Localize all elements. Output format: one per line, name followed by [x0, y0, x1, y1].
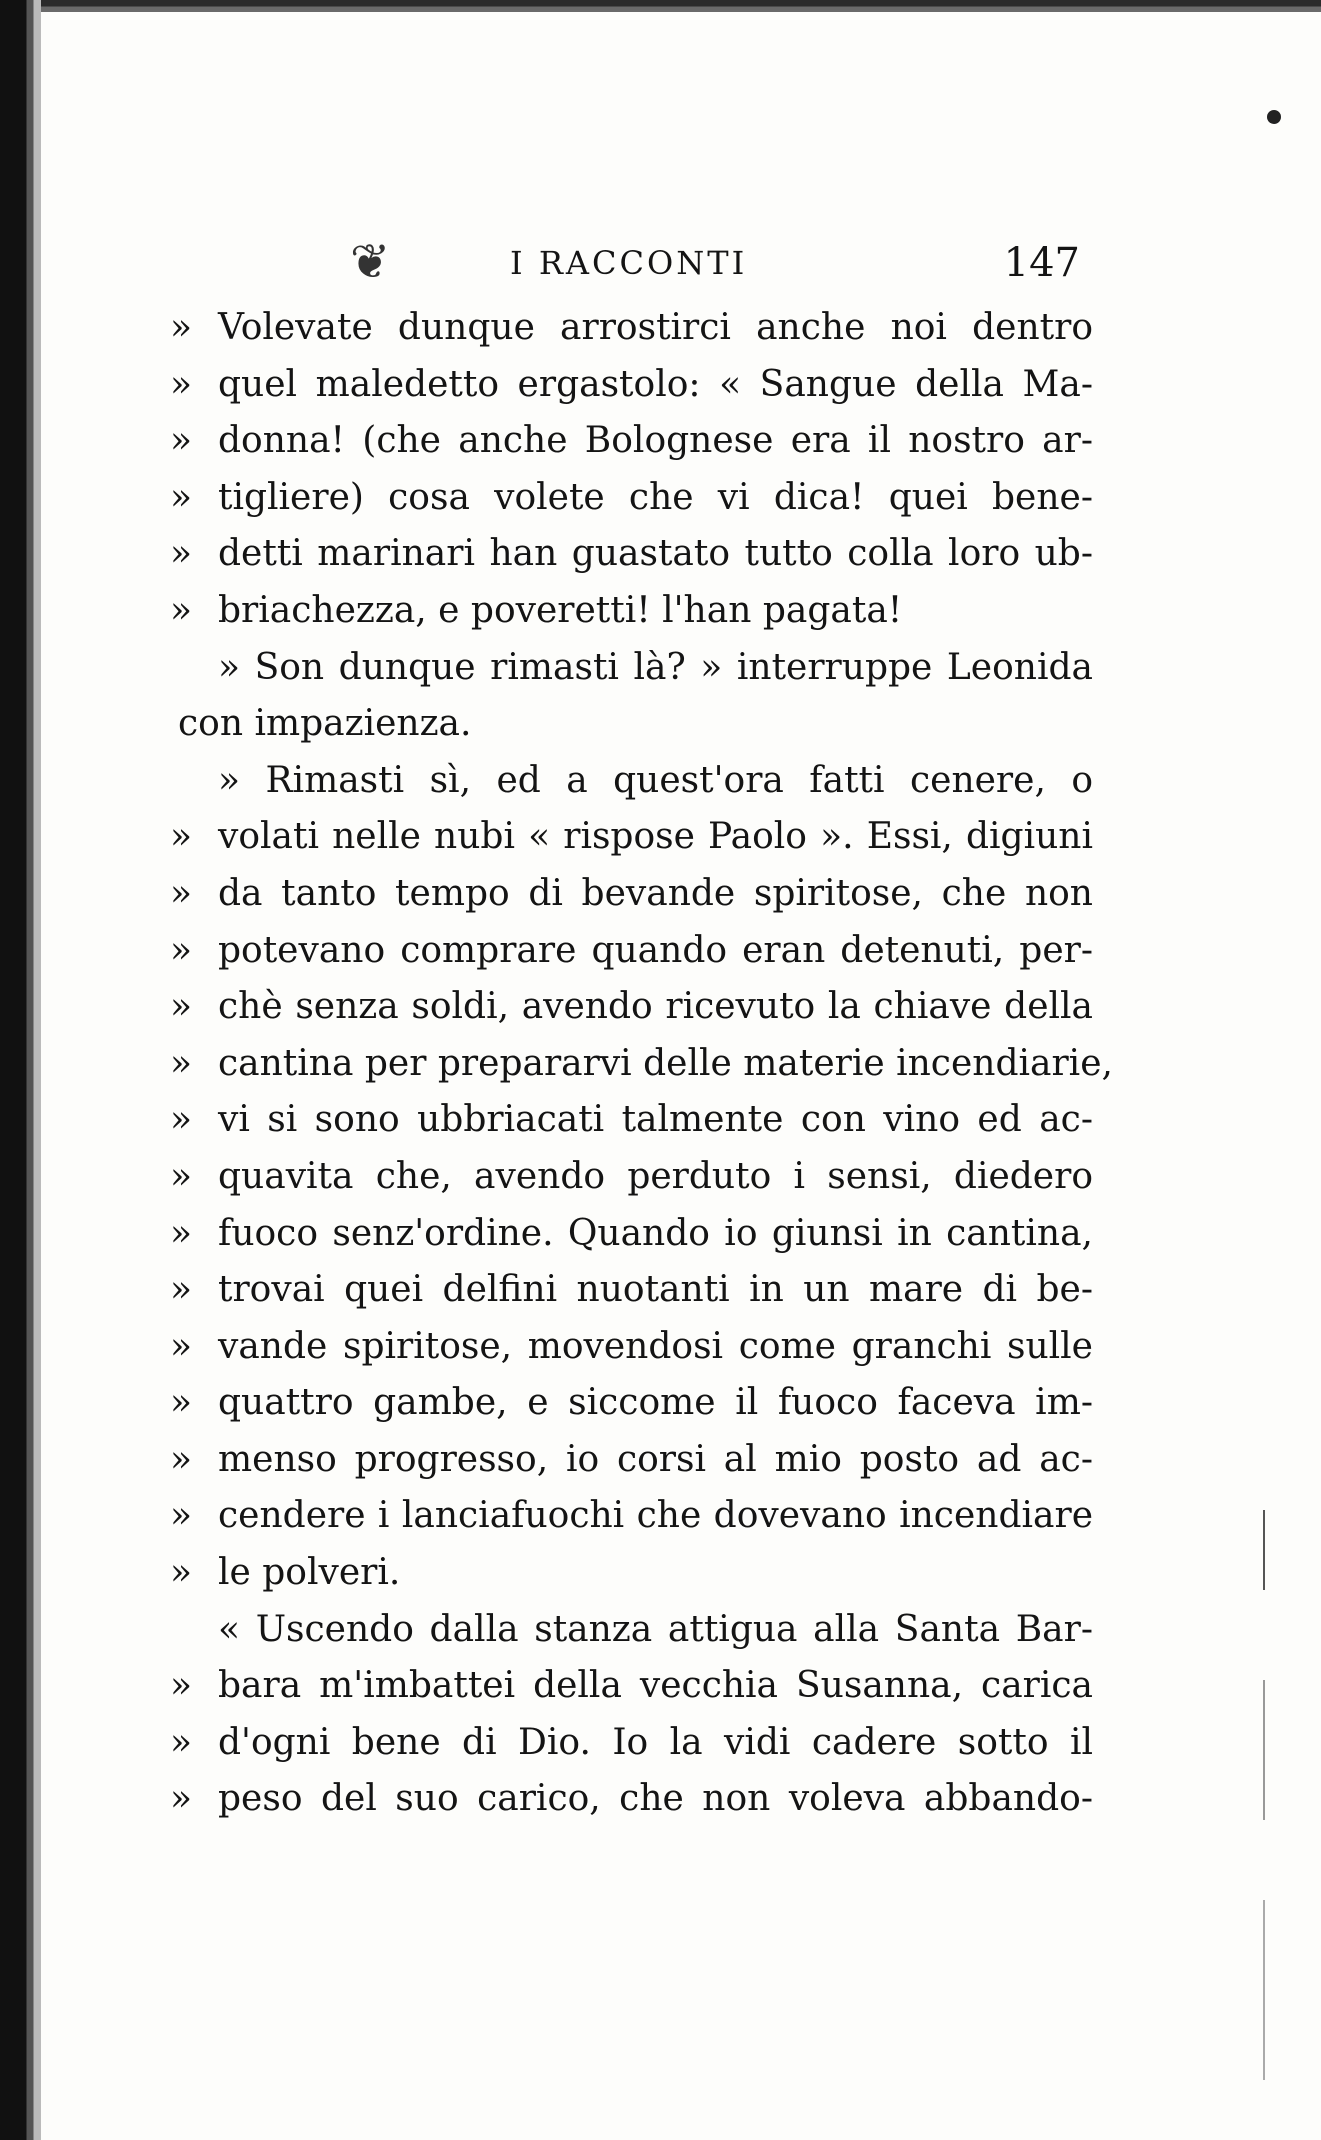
line-text: bara m'imbattei della vecchia Susanna, carica: [218, 1665, 1093, 1707]
guillemet-marker: »: [170, 1155, 193, 1197]
text-line: [170, 413, 1093, 470]
guillemet-marker: »: [170, 986, 193, 1028]
text-line: [170, 526, 1093, 583]
text-line: [178, 1602, 1093, 1659]
line-text: d'ogni bene di Dio. Io la vidi cadere sotto il: [218, 1721, 1093, 1763]
text-line: [170, 1092, 1093, 1149]
scan-artifact-line: [1263, 1510, 1265, 1590]
guillemet-marker: »: [170, 816, 193, 858]
line-text: donna! (che anche Bolognese era il nostro ar-: [218, 420, 1093, 462]
line-text: con impazienza.: [178, 703, 472, 745]
line-text: cendere i lanciafuochi che dovevano incendiare: [218, 1495, 1093, 1537]
guillemet-marker: »: [170, 1099, 193, 1141]
text-line: [170, 1149, 1093, 1206]
guillemet-marker: »: [170, 1212, 193, 1254]
guillemet-marker: »: [170, 1665, 193, 1707]
scan-left-edge: [0, 0, 48, 2140]
line-text: da tanto tempo di bevande spiritose, che non: [218, 872, 1093, 914]
page-number: 147: [1003, 240, 1080, 286]
line-text: quattro gambe, e siccome il fuoco faceva im-: [218, 1382, 1093, 1424]
text-line: [170, 1545, 1093, 1602]
text-line: [170, 1771, 1093, 1828]
text-line: [170, 1658, 1093, 1715]
text-line: [170, 357, 1093, 414]
text-line: [170, 300, 1093, 357]
guillemet-marker: »: [170, 1042, 193, 1084]
text-line: [170, 1262, 1093, 1319]
line-text: cantina per prepararvi delle materie incendiarie,: [218, 1042, 1113, 1084]
scan-top-edge: [0, 0, 1321, 22]
guillemet-marker: »: [170, 1495, 193, 1537]
text-line: [170, 1036, 1113, 1093]
ornament-icon: ❦: [350, 234, 391, 290]
guillemet-marker: »: [170, 533, 193, 575]
line-text: peso del suo carico, che non voleva abbando-: [218, 1778, 1093, 1820]
line-text: fuoco senz'ordine. Quando io giunsi in cantina,: [218, 1212, 1093, 1254]
guillemet-marker: »: [170, 420, 193, 462]
text-line: [170, 470, 1093, 527]
guillemet-marker: »: [170, 307, 193, 348]
guillemet-marker: »: [170, 1382, 193, 1424]
line-text: detti marinari han guastato tutto colla loro ub-: [218, 533, 1093, 575]
line-text: vi si sono ubbriacati talmente con vino ed ac-: [218, 1099, 1093, 1141]
line-text: briachezza, e poveretti! l'han pagata!: [218, 589, 903, 631]
line-text: » Rimasti sì, ed a quest'ora fatti cenere, o: [218, 759, 1093, 801]
guillemet-marker: »: [170, 929, 193, 971]
text-line: [178, 753, 1093, 810]
text-line: [170, 583, 1093, 640]
scan-artifact-line: [1263, 1680, 1265, 1820]
line-text: volati nelle nubi « rispose Paolo ». Essi, digiuni: [218, 816, 1093, 858]
guillemet-marker: »: [170, 1778, 193, 1820]
line-text: le polveri.: [218, 1552, 401, 1594]
line-text: potevano comprare quando eran detenuti, per-: [218, 929, 1093, 971]
page-header: [350, 232, 1080, 292]
line-text: « Uscendo dalla stanza attigua alla Santa Bar-: [218, 1608, 1093, 1650]
body-text: [170, 300, 1113, 1828]
guillemet-marker: »: [170, 1438, 193, 1480]
guillemet-marker: »: [170, 363, 193, 405]
text-line: [170, 866, 1093, 923]
text-line: [170, 809, 1093, 866]
scan-artifact-line: [1263, 1900, 1265, 2080]
line-text: quavita che, avendo perduto i sensi, diedero: [218, 1155, 1093, 1197]
line-text: quel maledetto ergastolo: « Sangue della Ma-: [218, 363, 1093, 405]
text-line: [178, 696, 1093, 753]
text-line: [170, 1375, 1093, 1432]
line-text: » Son dunque rimasti là? » interruppe Leonida: [218, 646, 1093, 688]
scan-speck: [1267, 110, 1281, 124]
guillemet-marker: »: [170, 872, 193, 914]
text-line: [170, 1319, 1093, 1376]
guillemet-marker: »: [170, 476, 193, 518]
line-text: menso progresso, io corsi al mio posto ad ac-: [218, 1438, 1093, 1480]
line-text: Volevate dunque arrostirci anche noi dentro: [218, 307, 1093, 348]
guillemet-marker: »: [170, 1721, 193, 1763]
text-line: [170, 1715, 1093, 1772]
line-text: trovai quei delfini nuotanti in un mare di be-: [218, 1269, 1093, 1311]
line-text: chè senza soldi, avendo ricevuto la chiave della: [218, 986, 1093, 1028]
text-line: [170, 1488, 1093, 1545]
guillemet-marker: »: [170, 1325, 193, 1367]
text-line: [178, 640, 1093, 697]
guillemet-marker: »: [170, 1552, 193, 1594]
line-text: vande spiritose, movendosi come granchi sulle: [218, 1325, 1093, 1367]
text-line: [170, 923, 1093, 980]
guillemet-marker: »: [170, 1269, 193, 1311]
text-line: [170, 1432, 1093, 1489]
guillemet-marker: »: [170, 589, 193, 631]
text-line: [170, 1206, 1093, 1263]
running-head: I RACCONTI: [510, 244, 748, 282]
line-text: tigliere) cosa volete che vi dica! quei bene-: [218, 476, 1093, 518]
text-line: [170, 979, 1093, 1036]
